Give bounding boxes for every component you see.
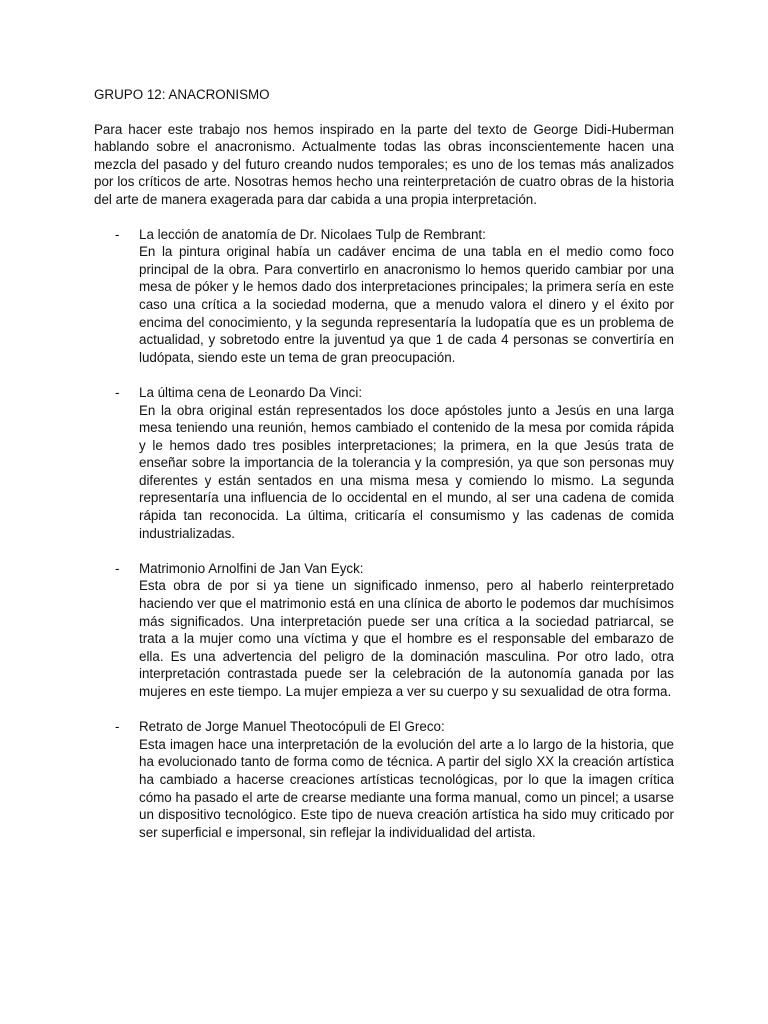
list-item-body: Esta imagen hace una interpretación de la evolución del arte a lo largo de la historia, que ha evolucionado tanto de forma como de técnica. A partir del siglo XX la creación artística ha cambiado a hacerse creaciones artísticas tecnológicas, por lo que la imagen crítica cómo ha pasado el arte de crearse mediante una forma manual, como un pincel; a usarse un dispositivo tecnológico. Este tipo de nueva creación artística ha sido muy criticado por ser superficial e impersonal, sin reflejar la individualidad del artista. xyxy=(139,736,674,840)
list-item-el-greco xyxy=(94,718,674,841)
artwork-list xyxy=(94,226,674,842)
list-item-body: Esta obra de por si ya tiene un significado inmenso, pero al haberlo reinterpretado haciendo ver que el matrimonio está en una clínica de aborto le podemos dar muchísimos más significados. Una interpretación puede ser una crítica a la sociedad patriarcal, se trata a la mujer como una víctima y que el hombre es el responsable del embarazo de ella. Es una advertencia del peligro de la dominación masculina. Por otro lado, otra interpretación contrastada puede ser la celebración de la autonomía ganada por las mujeres en este tiempo. La mujer empieza a ver su cuerpo y su sexualidad de otra forma. xyxy=(139,578,674,699)
document-title: GRUPO 12: ANACRONISMO xyxy=(94,87,270,102)
list-item-title: Matrimonio Arnolfini de Jan Van Eyck: xyxy=(139,560,364,576)
list-bullet: - xyxy=(115,384,120,400)
list-item-body: En la pintura original había un cadáver encima de una tabla en el medio como foco principal de la obra. Para convertirlo en anacronismo lo hemos querido cambiar por una mesa de póker y le hemos dado dos interpretaciones principales; la primera sería en este caso una crítica a la sociedad moderna, que a menudo valora el dinero y el éxito por encima del conocimiento, y la segunda representaría la ludopatía que es un problema de actualidad, y sobretodo entre la juventud ya que 1 de cada 4 personas se convertiría en ludópata, siendo este un tema de gran preocupación. xyxy=(139,244,674,365)
list-item-rembrandt xyxy=(94,226,674,367)
list-bullet: - xyxy=(115,560,120,576)
list-bullet: - xyxy=(115,719,120,735)
document-page xyxy=(94,86,674,859)
list-item-title: La última cena de Leonardo Da Vinci: xyxy=(139,384,363,400)
list-item-title: La lección de anatomía de Dr. Nicolaes Tulp de Rembrant: xyxy=(139,226,486,242)
list-item-body: En la obra original están representados los doce apóstoles junto a Jesús en una larga mesa teniendo una reunión, hemos cambiado el contenido de la mesa por comida rápida y le hemos dado tres posibles interpretaciones; la primera, en la que Jesús trata de enseñar sobre la importancia de la tolerancia y la compresión, ya que son personas muy diferentes y están sentados en una misma mesa y comiendo lo mismo. La segunda representaría una influencia de lo occidental en el mundo, al ser una cadena de comida rápida tan reconocida. La última, criticaría el consumismo y las cadenas de comida industrializadas. xyxy=(139,402,674,541)
list-item-van-eyck xyxy=(94,560,674,701)
list-item-title: Retrato de Jorge Manuel Theotocópuli de El Greco: xyxy=(139,719,445,735)
list-bullet: - xyxy=(115,226,120,242)
list-item-da-vinci xyxy=(94,384,674,542)
intro-paragraph: Para hacer este trabajo nos hemos inspirado en la parte del texto de George Didi-Huberman hablando sobre el anacronismo. Actualmente todas las obras inconscientemente hacen una mezcla del pasado y del futuro creando nudos temporales; es uno de los temas más analizados por los críticos de arte. Nosotras hemos hecho una reinterpretación de cuatro obras de la historia del arte de manera exagerada para dar cabida a una propia interpretación. xyxy=(94,121,674,207)
